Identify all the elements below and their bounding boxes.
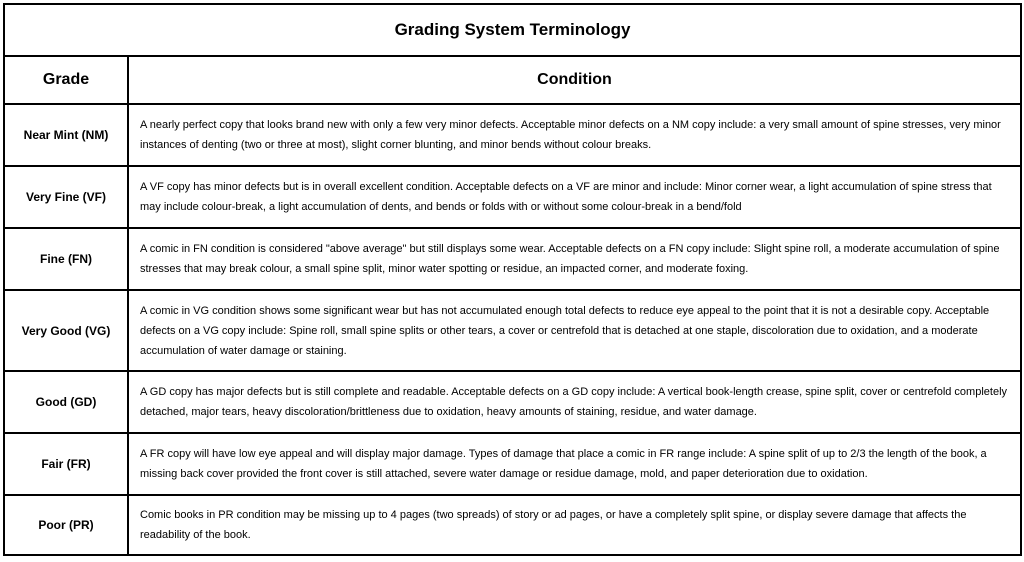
condition-cell: A VF copy has minor defects but is in overall excellent condition. Acceptable defects on a VF are minor and include: Minor corner wear, a light accumulation of spine stress that may include colour-break, a light accumulation of dents, and bends or folds with or without some colour-break in a bend/fold	[128, 166, 1021, 228]
table-row	[4, 371, 1021, 433]
table-row	[4, 166, 1021, 228]
condition-cell: A comic in VG condition shows some significant wear but has not accumulated enough total defects to reduce eye appeal to the point that it is not a desirable copy. Acceptable defects on a VG copy include: Spine roll, small spine splits or other tears, a cover or centrefold that is detached at one staple, discoloration due to oxidation, and a moderate accumulation of water damage or staining.	[128, 290, 1021, 371]
table-row	[4, 495, 1021, 555]
table-row	[4, 290, 1021, 371]
condition-cell: Comic books in PR condition may be missing up to 4 pages (two spreads) of story or ad pages, or have a completely split spine, or display severe damage that affects the readability of the book.	[128, 495, 1021, 555]
table-title: Grading System Terminology	[4, 4, 1021, 56]
grade-cell: Very Good (VG)	[4, 290, 128, 371]
condition-cell: A comic in FN condition is considered "above average" but still displays some wear. Acceptable defects on a FN copy include: Slight spine roll, a moderate accumulation of spine stresses that may break colour, a small spine split, minor water spotting or residue, an impacted corner, and moderate foxing.	[128, 228, 1021, 290]
table-row	[4, 433, 1021, 495]
grade-cell: Near Mint (NM)	[4, 104, 128, 166]
grade-cell: Very Fine (VF)	[4, 166, 128, 228]
grade-cell: Poor (PR)	[4, 495, 128, 555]
header-row	[4, 56, 1021, 104]
grade-column-header: Grade	[4, 56, 128, 104]
condition-cell: A nearly perfect copy that looks brand new with only a few very minor defects. Acceptable minor defects on a NM copy include: a very small amount of spine stresses, very minor instances of denting (two or three at most), slight corner blunting, and minor bends without colour breaks.	[128, 104, 1021, 166]
condition-cell: A GD copy has major defects but is still complete and readable. Acceptable defects on a GD copy include: A vertical book-length crease, spine split, cover or centrefold completely detached, major tears, heavy discoloration/brittleness due to oxidation, heavy amounts of staining, residue, and water damage.	[128, 371, 1021, 433]
grade-cell: Fine (FN)	[4, 228, 128, 290]
condition-column-header: Condition	[128, 56, 1021, 104]
grading-table	[3, 3, 1022, 556]
grade-cell: Good (GD)	[4, 371, 128, 433]
condition-cell: A FR copy will have low eye appeal and will display major damage. Types of damage that place a comic in FR range include: A spine split of up to 2/3 the length of the book, a missing back cover provided the front cover is still attached, severe water damage or residue damage, mold, and paper deterioration due to oxidation.	[128, 433, 1021, 495]
grade-cell: Fair (FR)	[4, 433, 128, 495]
title-row	[4, 4, 1021, 56]
table-row	[4, 104, 1021, 166]
table-row	[4, 228, 1021, 290]
